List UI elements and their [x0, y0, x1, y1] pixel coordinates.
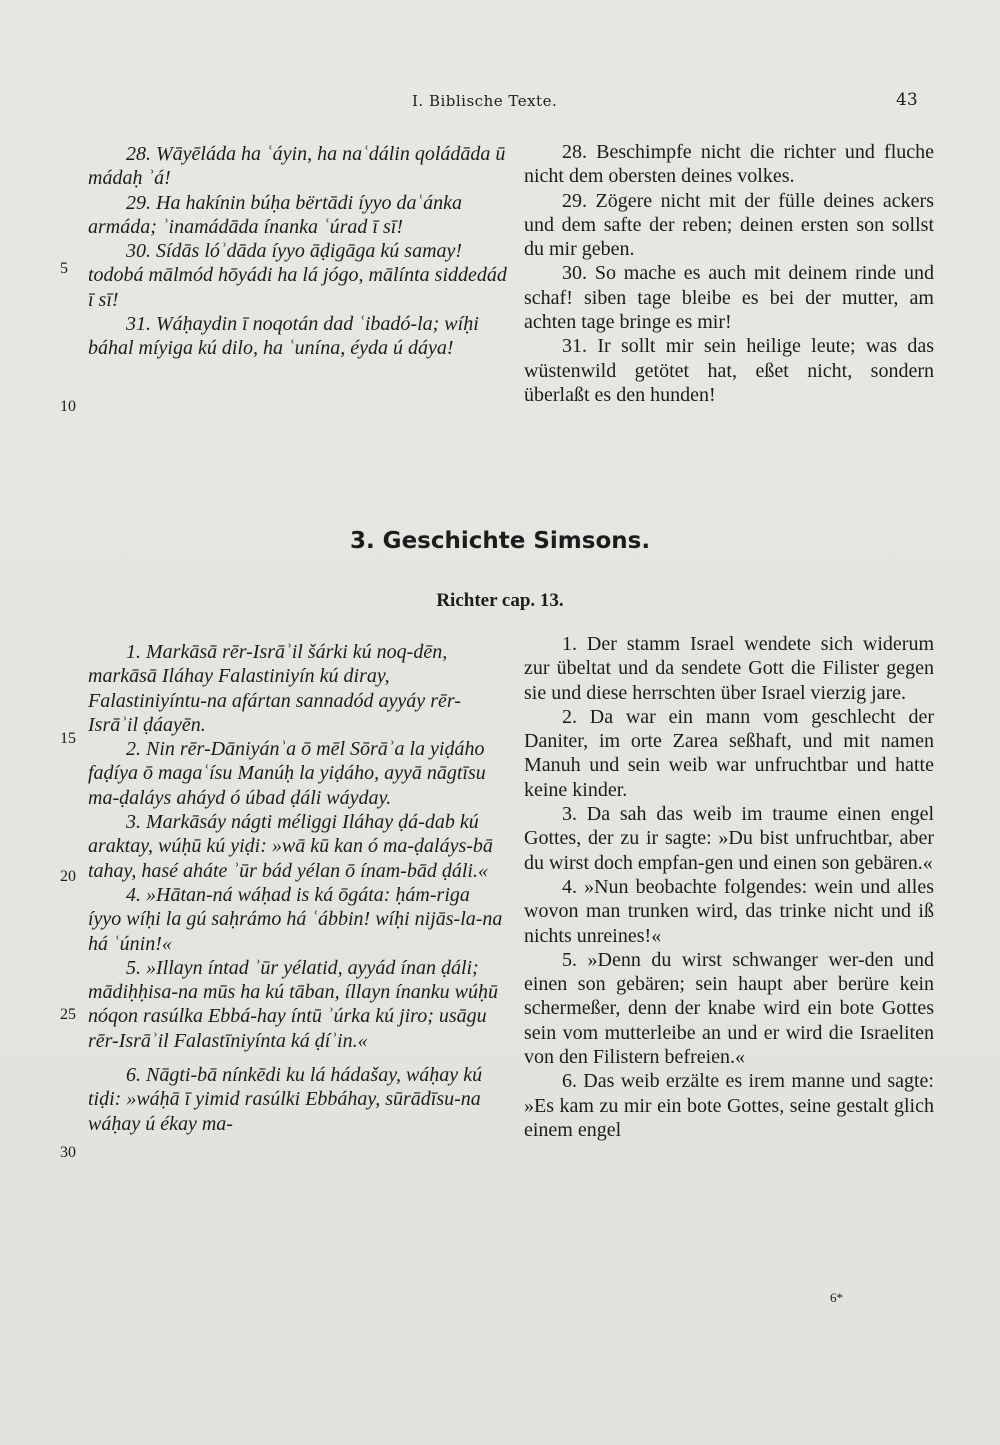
verse-5-german: 5. »Denn du wirst schwanger wer-den und einen son gebären; sein haupt aber berüre kein schermeßer, denn der knabe wird ein bote Gottes sein vom mutterleibe an und er wird die Israeliten von den Filistern befreien.« [524, 948, 934, 1069]
running-title: I. Biblische Texte. [412, 92, 558, 110]
signature-mark: 6* [830, 1290, 843, 1305]
german-text-bottom [524, 632, 934, 1142]
page-number: 43 [896, 90, 918, 110]
verse-30-somali: 30. Sídās lóʾdāda íyyo āḍigāga kú samay! todobá mālmód hōyádi ha lá jógo, mālínta siddedád ī sī! [88, 240, 507, 311]
line-number-10: 10 [60, 398, 76, 415]
verse-30-german: 30. So mache es auch mit deinem rinde und schaf! siben tage bleibe es bei der mutter, am achten tage bringe es mir! [524, 262, 934, 334]
verse-3-somali: 3. Markāsáy nágti méliggi Iláhay ḍá-dab kú araktay, wúḥū kú yiḍi: »wā kū kan ó ma-ḍaláys-bā tahay, hasé aháte ʾūr bád yélan ō ínam-bād ḍáli.« [88, 811, 493, 882]
somali-text-top [88, 142, 508, 361]
verse-4-somali: 4. »Hātan-ná wáḥad is ká ōgáta: ḥám-riga íyyo wíḥi la gú saḥrámo há ʿábbin! wíḥi nijās-la-na há ʿúnin!« [88, 883, 503, 955]
verse-31-somali: 31. Wáḥaydin ī noqotán dad ʿibadó-la; wíḥi báhal míyiga kú dilo, ha ʿunína, éyda ú dáya! [88, 313, 479, 360]
verse-6-somali: 6. Nāgti-bā nínkēdi ku lá hádašay, wáḥay kú tiḍi: »wáḥā ī yimid rasúlki Ebbáhay, sūrādīsu-na wáḥay ú ékay ma- [88, 1064, 483, 1135]
verse-29-german: 29. Zögere nicht mit der fülle deines ackers und dem safte der reben; deinen ersten son sollst du mir geben. [524, 189, 934, 261]
verse-31-german: 31. Ir sollt mir sein heilige leute; was das wüstenwild getötet hat, eßet nicht, sondern überlaßt es den hunden! [524, 335, 934, 406]
verse-3-german: 3. Da sah das weib im traume einen engel Gottes, der zu ir sagte: »Du bist unfruchtbar, aber du wirst doch empfan-gen und einen son gebären.« [524, 803, 934, 874]
verse-6-german: 6. Das weib erzälte es irem manne und sagte: »Es kam zu mir ein bote Gottes, seine gestalt glich einem engel [524, 1070, 934, 1141]
verse-1-somali: 1. Markāsā rēr-Isrāʾil šárki kú noq-dēn, markāsā Iláhay Falastiniyín kú diray, Falastiniyíntu-na afártan sannadód ayyáy rēr-Isrāʾil ḍáayēn. [88, 641, 461, 736]
verse-29-somali: 29. Ha hakínin búḥa bërtādi íyyo daʿánka armáda; ʾinamádāda ínanka ʿúrad ī sī! [88, 191, 463, 238]
somali-text-bottom [88, 640, 508, 1136]
verse-2-german: 2. Da war ein mann vom geschlecht der Daniter, im orte Zarea seßhaft, und mit namen Manuh und sein weib war unfruchtbar und hatte keine kinder. [524, 705, 934, 801]
line-number-15: 15 [60, 730, 76, 747]
line-number-25: 25 [60, 1006, 76, 1023]
verse-28-german: 28. Beschimpfe nicht die richter und fluche nicht dem obersten deines volkes. [524, 141, 934, 188]
verse-28-somali: 28. Wāyēláda ha ʿáyin, ha naʿdálin qoládāda ū mádaḥ ʾá! [88, 143, 506, 190]
page-header [0, 90, 1000, 120]
verse-1-german: 1. Der stamm Israel wendete sich widerum zur übeltat und da sendete Gott die Filister gegen sie und diese herrschten über Israel vierzig jare. [524, 633, 934, 704]
verse-2-somali: 2. Nin rēr-Dāniyánʾa ō mēl Sōrāʾa la yiḍáho faḍíya ō magaʿísu Manúḥ la yiḍáho, ayyā nāgtīsu ma-ḍaláys aháyd ó úbad ḍáli wáyday. [88, 738, 486, 809]
line-number-5: 5 [60, 260, 68, 277]
line-number-20: 20 [60, 868, 76, 885]
german-text-top [524, 140, 934, 407]
line-number-30: 30 [60, 1144, 76, 1161]
verse-5-somali: 5. »Illayn íntad ʾūr yélatid, ayyád ínan ḍáli; mādiḥḥisa-na mūs ha kú tāban, íllayn ínanku wúḥū nóqon rasúlka Ebbá-hay íntū ʾúrka kú jiro; usāgu rēr-Isrāʾil Falastīniyínta ká ḍíʾin.« [88, 956, 498, 1052]
section-subtitle: Richter cap. 13. [436, 590, 564, 611]
verse-4-german: 4. »Nun beobachte folgendes: wein und alles wovon man trunken wird, das trinke nicht und iß nichts unreines!« [524, 875, 934, 947]
section-title: 3. Geschichte Simsons. [349, 528, 651, 554]
